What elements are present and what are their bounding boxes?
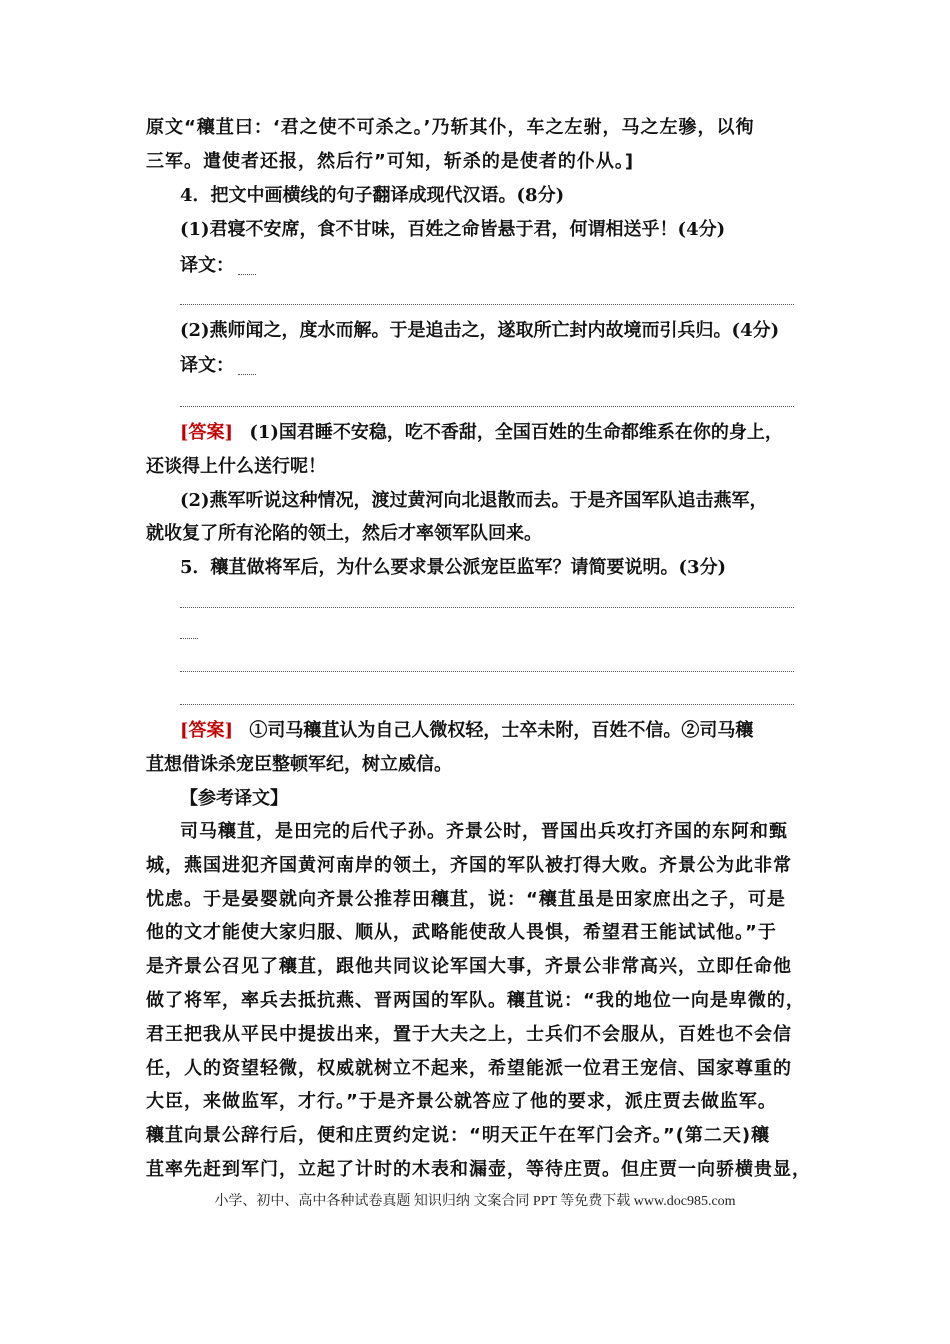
answer-line[interactable] [238, 374, 256, 375]
reference-title: 【参考译文】 [180, 788, 288, 809]
text-line: 穰苴向景公辞行后，便和庄贾约定说：“明天正午在军门会齐。”(第二天)穰 [146, 1125, 771, 1146]
answer-label: [答案] [180, 422, 234, 443]
answer-line[interactable] [180, 607, 794, 608]
text-line: (2)燕军听说这种情况，渡过黄河向北退散而去。于是齐国军队追击燕军， [180, 490, 768, 511]
text-line: 做了将军，率兵去抵抗燕、晋两国的军队。穰苴说：“我的地位一向是卑微的， [146, 990, 805, 1011]
text-line: 还谈得上什么送行呢！ [146, 456, 326, 477]
text-line: 苴率先赶到军门，立起了计时的木表和漏壶，等待庄贾。但庄贾一向骄横贵显， [146, 1159, 811, 1180]
answer-label: [答案] [180, 720, 234, 741]
answer-line[interactable] [180, 638, 198, 639]
text-line: 司马穰苴，是田完的后代子孙。齐景公时，晋国出兵攻打齐国的东阿和甄 [180, 821, 788, 842]
answer-line[interactable] [238, 274, 256, 275]
answer-text: (1)国君睡不安稳，吃不香甜，全国百姓的生命都维系在你的身上， [249, 422, 783, 443]
answer-line[interactable] [180, 704, 794, 705]
text-line: 忧虑。于是晏婴就向齐景公推荐田穰苴，说：“穰苴虽是田家庶出之子，可是 [146, 889, 786, 910]
text-line: 三军。遣使者还报，然后行”可知，斩杀的是使者的仆从。] [146, 151, 635, 172]
question-4-2: (2)燕师闻之，度水而解。于是追击之，遂取所亡封内故境而引兵归。(4分) [180, 320, 780, 341]
question-4: 4．把文中画横线的句子翻译成现代汉语。(8分) [180, 185, 565, 206]
answer-line[interactable] [180, 406, 794, 407]
question-4-1: (1)君寝不安席，食不甘味，百姓之命皆悬于君，何谓相送乎！(4分) [180, 219, 726, 240]
text-line: 苴想借诛杀宠臣整顿军纪，树立威信。 [146, 754, 452, 775]
text-line: 君王把我从平民中提拔出来，置于大夫之上，士兵们不会服从，百姓也不会信 [146, 1024, 792, 1045]
text-line: 大臣，来做监军，才行。”于是齐景公就答应了他的要求，派庄贾去做监军。 [146, 1091, 777, 1112]
text-line: 就收复了所有沦陷的领土，然后才率领军队回来。 [146, 523, 542, 544]
answer-text: ①司马穰苴认为自己人微权轻，士卒未附，百姓不信。②司马穰 [249, 720, 754, 741]
answer-2 [180, 718, 840, 744]
translation-label: 译文： [180, 255, 234, 276]
answer-1 [180, 420, 840, 446]
question-5: 5．穰苴做将军后，为什么要求景公派宠臣监军？请简要说明。(3分) [180, 557, 727, 578]
answer-line[interactable] [180, 671, 794, 672]
translation-label: 译文： [180, 355, 234, 376]
text-line: 城，燕国进犯齐国黄河南岸的领土，齐国的军队被打得大败。齐景公为此非常 [146, 855, 792, 876]
text-line: 是齐景公召见了穰苴，跟他共同议论军国大事，齐景公非常高兴，立即任命他 [146, 956, 792, 977]
page-footer: 小学、初中、高中各种试卷真题 知识归纳 文案合同 PPT 等免费下载 www.doc985.com [214, 1194, 736, 1209]
answer-line[interactable] [180, 304, 794, 305]
text-line: 任，人的资望轻微，权威就树立不起来，希望能派一位君王宠信、国家尊重的 [146, 1058, 792, 1079]
text-line: 原文“穰苴曰：‘君之使不可杀之。’乃斩其仆，车之左驸，马之左骖，以徇 [146, 117, 755, 138]
text-line: 他的文才能使大家归服、顺从，武略能使敌人畏惧，希望君王能试试他。”于 [146, 922, 777, 943]
